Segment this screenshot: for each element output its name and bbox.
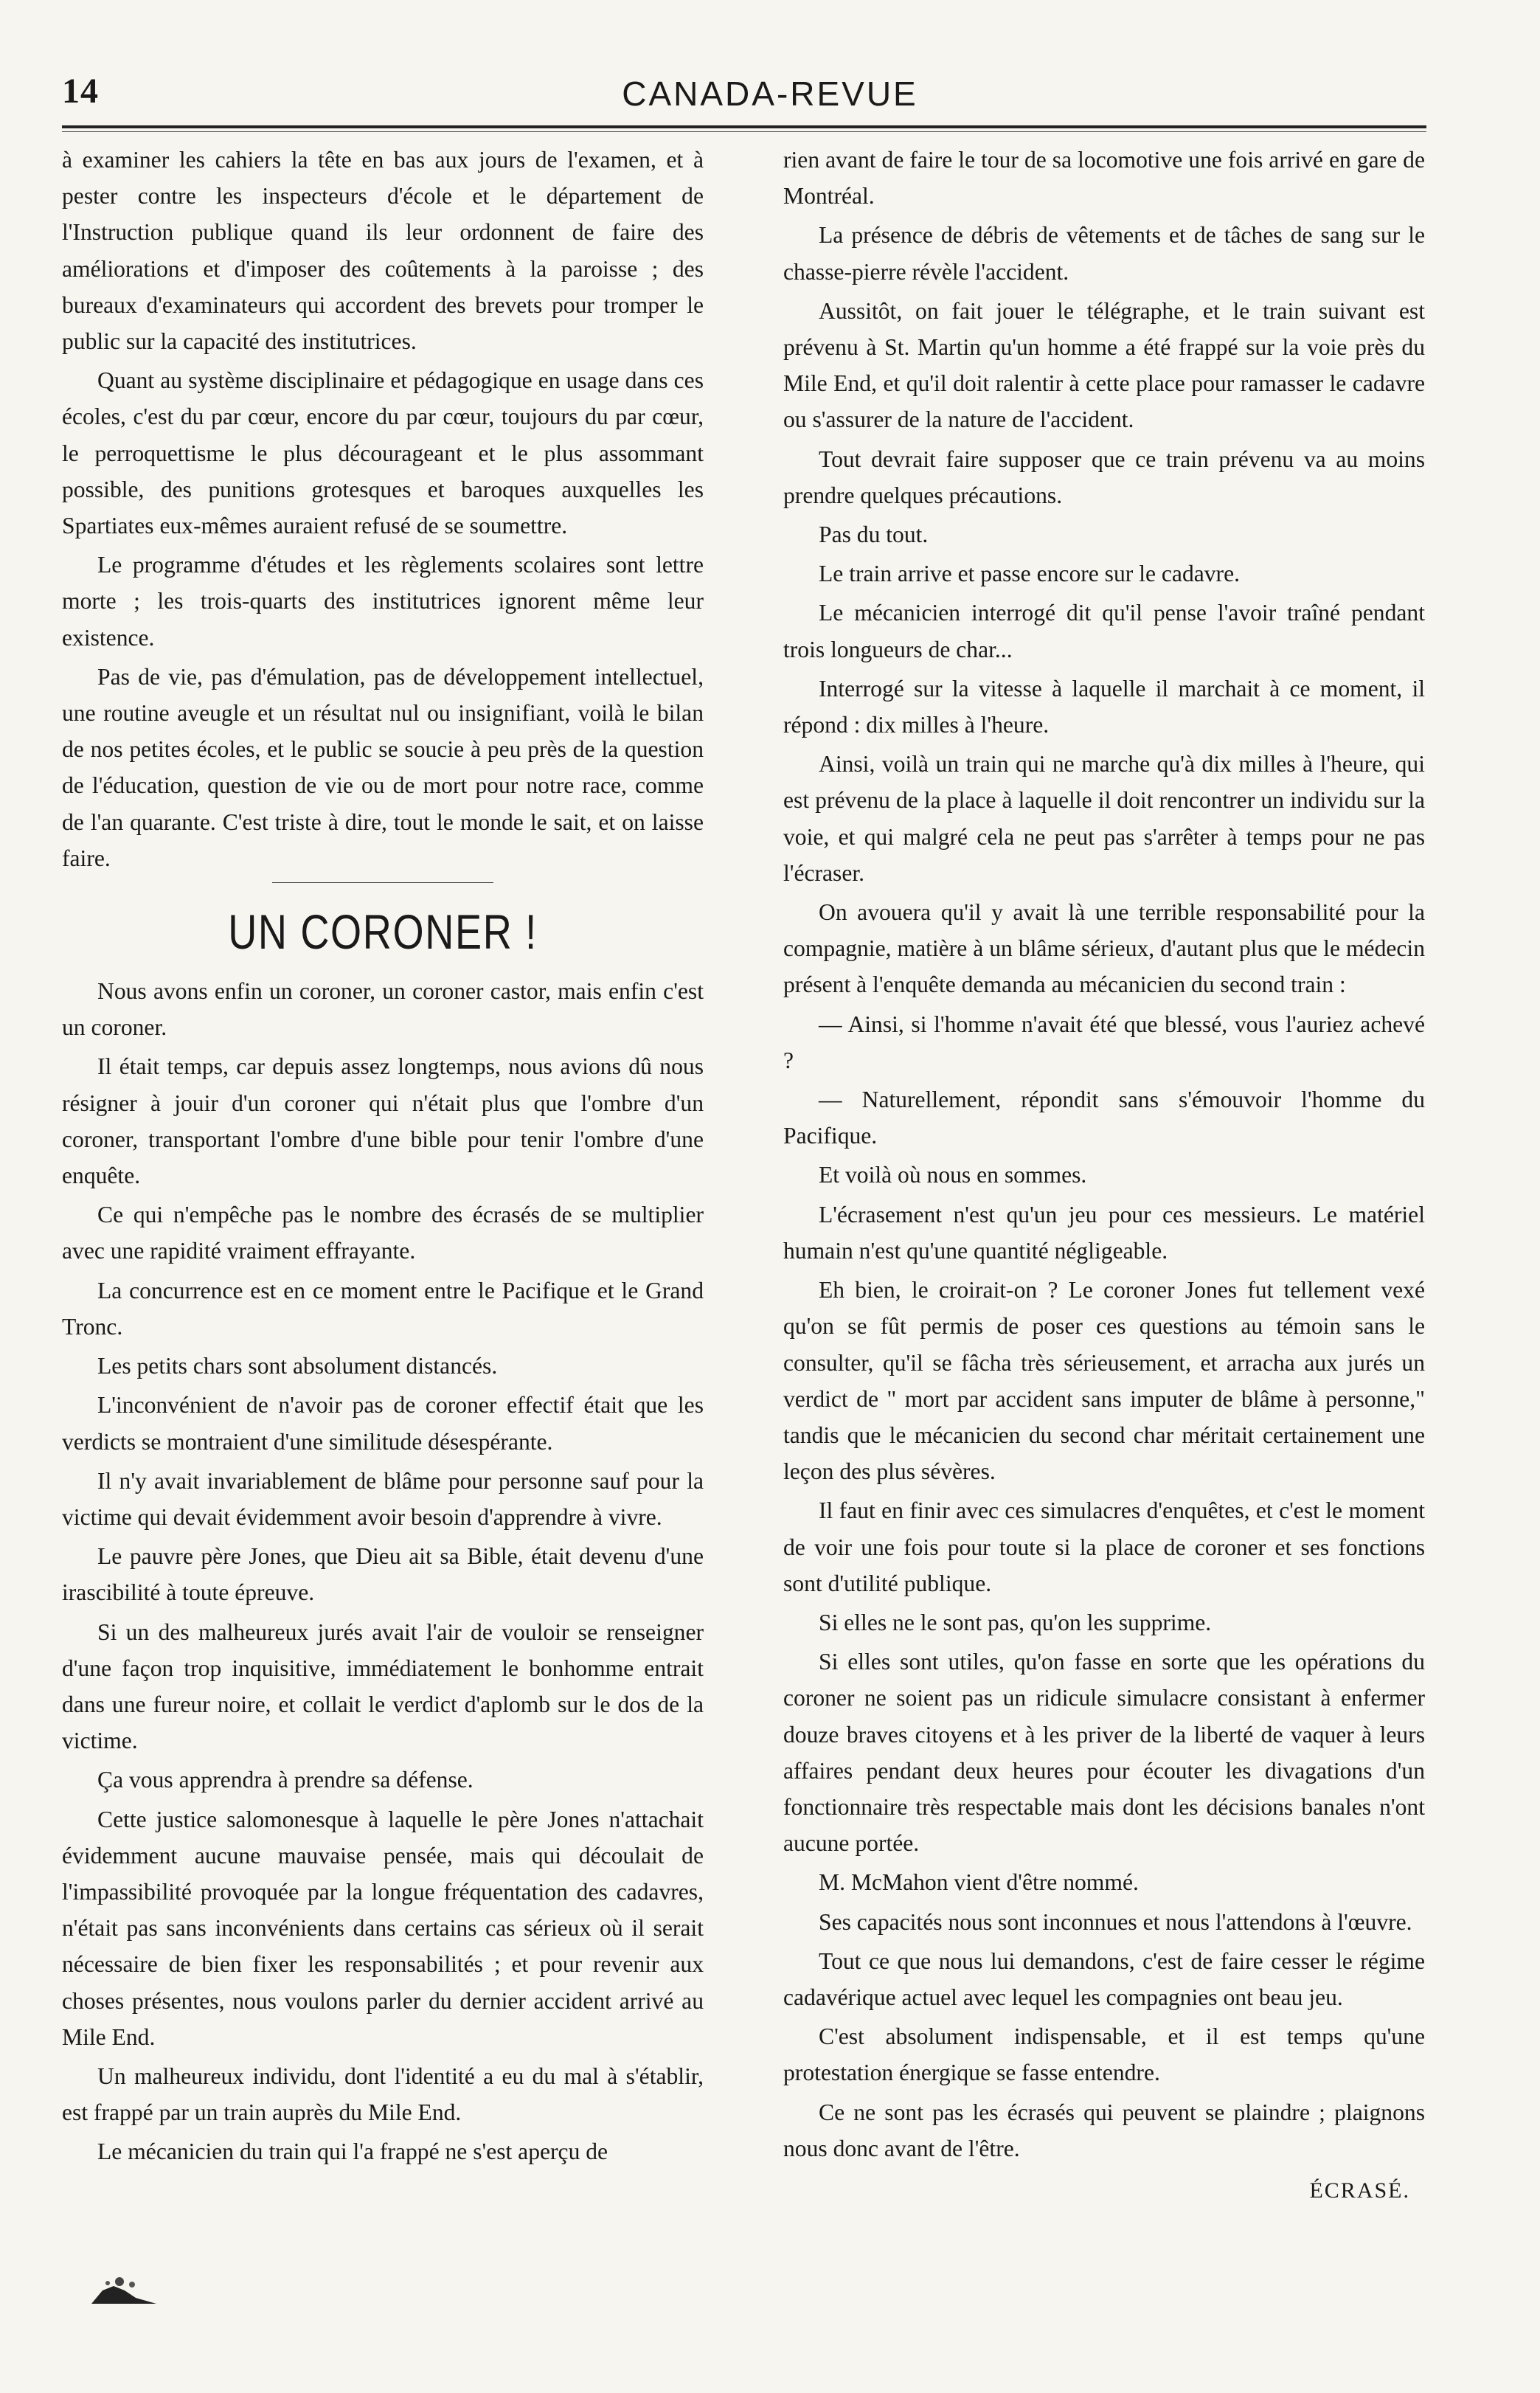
paragraph: Aussitôt, on fait jouer le télégraphe, et le train suivant est prévenu à St. Martin qu'un homme a été frappé sur la voie près du Mile End, et qu'il doit ralentir à cette place pour ramasser le cadavre ou s'assurer de la nature de l'accident. xyxy=(783,297,1425,433)
paragraph: Pas de vie, pas d'émulation, pas de développement intellectuel, une routine aveugle et un résultat nul ou insignifiant, voilà le bilan de nos petites écoles, et le public se soucie à peu près de la question de l'éducation, question de vie ou de mort pour notre race, comme de l'an quarante. C'est triste à dire, tout le monde le sait, et on laisse faire. xyxy=(62,663,704,871)
paragraph: Si elles sont utiles, qu'on fasse en sorte que les opérations du coroner ne soient pas un ridicule simulacre consistant à enfermer douze braves citoyens et à les priver de la liberté de vaquer à leurs affaires pendant deux heures pour écouter les divagations d'un fonctionnaire très respectable mais dont les décisions banales n'ont aucune portée. xyxy=(783,1649,1425,1857)
paragraph: Ce ne sont pas les écrasés qui peuvent se plaindre ; plaignons nous donc avant de l'être. xyxy=(783,2099,1425,2161)
paragraph: L'écrasement n'est qu'un jeu pour ces messieurs. Le matériel humain n'est qu'une quantité négligeable. xyxy=(783,1201,1425,1264)
paragraph: Il faut en finir avec ces simulacres d'enquêtes, et c'est le moment de voir une fois pour toute si la place de coroner et ses fonctions sont d'utilité publique. xyxy=(783,1497,1425,1596)
paragraph: Tout ce que nous lui demandons, c'est de faire cesser le régime cadavérique actuel avec lequel les compagnies ont beau jeu. xyxy=(783,1947,1425,2010)
paragraph: Le programme d'études et les règlements scolaires sont lettre morte ; les trois-quarts des institutrices ignorent même leur existence. xyxy=(62,552,704,651)
paragraph: Pas du tout. xyxy=(819,522,929,548)
paragraph: Nous avons enfin un coroner, un coroner castor, mais enfin c'est un coroner. xyxy=(62,978,704,1041)
paragraph: L'inconvénient de n'avoir pas de coroner effectif était que les verdicts se montraient d'une similitude désespérante. xyxy=(62,1392,704,1455)
paragraph: Le train arrive et passe encore sur le cadavre. xyxy=(819,561,1241,587)
paragraph: Il était temps, car depuis assez longtemps, nous avions dû nous résigner à jouir d'un coroner qui n'était plus que l'ombre d'un coroner, transportant l'ombre d'une bible pour tenir l'ombre d'une enquête. xyxy=(62,1053,704,1189)
paragraph: à examiner les cahiers la tête en bas aux jours de l'examen, et à pester contre les inspecteurs d'école et le département de l'Instruction publique quand ils leur ordonnent de faire des améliorations et d'imposer des coûtements à la paroisse ; des bureaux d'examinateurs qui accordent des brevets pour tromper le public sur la capacité des institutrices. xyxy=(62,147,704,355)
header-rule-thin xyxy=(62,131,1426,132)
paragraph: Si elles ne le sont pas, qu'on les supprime. xyxy=(819,1609,1212,1635)
paragraph: Ça vous apprendra à prendre sa défense. xyxy=(97,1767,474,1793)
paragraph: Un malheureux individu, dont l'identité a eu du mal à s'établir, est frappé par un train auprès du Mile End. xyxy=(62,2063,704,2126)
ornament-icon xyxy=(62,2268,158,2305)
paragraph: C'est absolument indispensable, et il est temps qu'une protestation énergique se fasse entendre. xyxy=(783,2023,1425,2086)
journal-title: CANADA-REVUE xyxy=(622,75,918,113)
paragraph: La concurrence est en ce moment entre le Pacifique et le Grand Tronc. xyxy=(62,1277,704,1340)
paragraph: Tout devrait faire supposer que ce train prévenu va au moins prendre quelques précautions. xyxy=(783,446,1425,508)
left-column xyxy=(62,142,704,2173)
paragraph: M. McMahon vient d'être nommé. xyxy=(819,1869,1139,1896)
paragraph: La présence de débris de vêtements et de tâches de sang sur le chasse-pierre révèle l'accident. xyxy=(783,222,1425,285)
paragraph: Ce qui n'empêche pas le nombre des écrasés de se multiplier avec une rapidité vraiment effrayante. xyxy=(62,1202,704,1264)
paragraph: Le mécanicien interrogé dit qu'il pense l'avoir traîné pendant trois longueurs de char... xyxy=(783,600,1425,662)
dialogue-line: — Naturellement, répondit sans s'émouvoir l'homme du Pacifique. xyxy=(783,1087,1425,1149)
section-title: UN CORONER ! xyxy=(228,904,538,960)
paragraph: Ses capacités nous sont inconnues et nous l'attendons à l'œuvre. xyxy=(819,1908,1412,1935)
page-number: 14 xyxy=(62,72,99,111)
paragraph: Les petits chars sont absolument distancés. xyxy=(97,1353,498,1379)
paragraph: On avouera qu'il y avait là une terrible responsabilité pour la compagnie, matière à un blâme sérieux, d'autant plus que le médecin présent à l'enquête demanda au mécanicien du second train : xyxy=(783,899,1425,998)
paragraph: Il n'y avait invariablement de blâme pour personne sauf pour la victime qui devait évidemment avoir besoin d'apprendre à vivre. xyxy=(62,1467,704,1530)
paragraph: Quant au système disciplinaire et pédagogique en usage dans ces écoles, c'est du par cœur, encore du par cœur, toujours du par cœur, le perroquettisme le plus décourageant et le plus assommant possible, des punitions grotesques et baroques auxquelles les Spartiates eux-mêmes auraient refusé de se soumettre. xyxy=(62,367,704,539)
paragraph: Cette justice salomonesque à laquelle le père Jones n'attachait évidemment aucune mauvaise pensée, mais qui découlait de l'impassibilité provoquée par la longue fréquentation des cadavres, n'était pas sans inconvénients dans certains cas sérieux où il serait nécessaire de bien fixer les responsabilités ; et pour revenir aux choses présentes, nous voulons parler du dernier accident arrivé au Mile End. xyxy=(62,1806,704,2050)
right-column xyxy=(783,142,1425,2209)
header-rule xyxy=(62,125,1426,128)
paragraph: Interrogé sur la vitesse à laquelle il marchait à ce moment, il répond : dix milles à l'heure. xyxy=(783,675,1425,738)
paragraph: Eh bien, le croirait-on ? Le coroner Jones fut tellement vexé qu'on se fût permis de poser ces questions au témoin sans le consulter, qu'il se fâcha très sérieusement, et arracha aux jurés un verdict de " mort par accident sans imputer de blâme à personne," tandis que le mécanicien du second char méritait certainement une leçon des plus sévères. xyxy=(783,1277,1425,1485)
paragraph: Et voilà où nous en sommes. xyxy=(819,1162,1087,1188)
paragraph: rien avant de faire le tour de sa locomotive une fois arrivé en gare de Montréal. xyxy=(783,147,1425,209)
paragraph: Le pauvre père Jones, que Dieu ait sa Bible, était devenu d'une irascibilité à toute épreuve. xyxy=(62,1543,704,1606)
paragraph: Ainsi, voilà un train qui ne marche qu'à dix milles à l'heure, qui est prévenu de la place à laquelle il doit rencontrer un individu sur la voie, et qui malgré cela ne peut pas s'arrêter à temps pour ne pas l'écraser. xyxy=(783,751,1425,886)
section-divider xyxy=(272,882,493,883)
dialogue-line: — Ainsi, si l'homme n'avait été que blessé, vous l'auriez achevé ? xyxy=(783,1011,1425,1073)
paragraph: Si un des malheureux jurés avait l'air de vouloir se renseigner d'une façon trop inquisitive, immédiatement le bonhomme entrait dans une fureur noire, et collait le verdict d'aplomb sur le dos de la victime. xyxy=(62,1618,704,1754)
author-signature: ÉCRASÉ. xyxy=(1309,2178,1410,2203)
paragraph: Le mécanicien du train qui l'a frappé ne s'est aperçu de xyxy=(97,2139,608,2165)
